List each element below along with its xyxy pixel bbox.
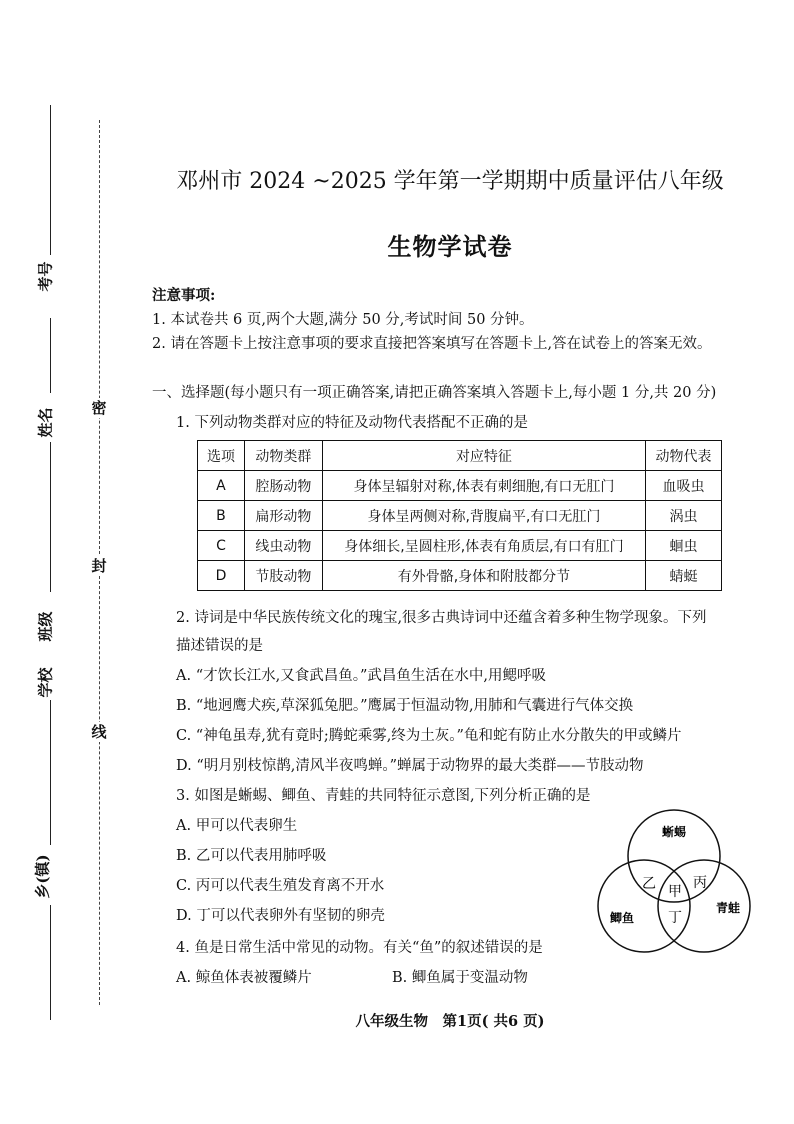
name-label: 姓名 — [36, 407, 55, 438]
table-row — [198, 561, 722, 591]
school-underline — [50, 700, 51, 845]
q3-option-a: A. 甲可以代表卵生 — [176, 818, 298, 834]
q2-option-d: D. “明月别枝惊鹊,清风半夜鸣蝉。”蝉属于动物界的最大类群——节肢动物 — [176, 758, 644, 774]
q2-stem-line2: 描述错误的是 — [176, 638, 263, 654]
table-cell: 扁形动物 — [244, 501, 322, 531]
venn-region-jia: 甲 — [668, 884, 682, 900]
table-header-cell: 动物类群 — [244, 441, 322, 471]
table-cell: 蛔虫 — [646, 531, 722, 561]
notice-item-2: 2. 请在答题卡上按注意事项的要求直接把答案填写在答题卡上,答在试卷上的答案无效。 — [152, 336, 712, 352]
notice-heading: 注意事项: — [152, 287, 216, 304]
q1-table — [197, 440, 722, 591]
name-underline-2 — [50, 442, 51, 592]
table-row — [198, 501, 722, 531]
q3-option-b: B. 乙可以代表用肺呼吸 — [176, 848, 327, 864]
section-heading: 一、选择题(每小题只有一项正确答案,请把正确答案填入答题卡上,每小题 1 分,共 20 分) — [152, 385, 717, 401]
table-header-cell: 对应特征 — [322, 441, 645, 471]
venn-region-bing: 丙 — [693, 875, 707, 891]
q4-option-a: A. 鲸鱼体表被覆鳞片 — [176, 970, 312, 986]
venn-label-lizard: 蜥蜴 — [661, 825, 687, 839]
table-header-cell: 动物代表 — [646, 441, 722, 471]
venn-label-frog: 青蛙 — [715, 901, 741, 915]
notice-item-1: 1. 本试卷共 6 页,两个大题,满分 50 分,考试时间 50 分钟。 — [152, 312, 534, 328]
q4-option-b: B. 鲫鱼属于变温动物 — [392, 970, 528, 986]
q3-stem: 3. 如图是蜥蜴、鲫鱼、青蛙的共同特征示意图,下列分析正确的是 — [176, 788, 591, 804]
table-cell: 身体呈辐射对称,体表有刺细胞,有口无肛门 — [322, 471, 645, 501]
table-row — [198, 531, 722, 561]
class-label: 班级 — [36, 611, 55, 642]
q4-stem: 4. 鱼是日常生活中常见的动物。有关“鱼”的叙述错误的是 — [176, 940, 543, 956]
table-cell: 涡虫 — [646, 501, 722, 531]
town-label: 乡(镇) — [33, 854, 52, 899]
seal-char-mi: 密 — [91, 399, 107, 417]
venn-diagram — [596, 808, 756, 958]
q3-option-d: D. 丁可以代表卵外有坚韧的卵壳 — [176, 908, 385, 924]
exam-subtitle: 生物学试卷 — [387, 232, 513, 261]
table-cell: 有外骨骼,身体和附肢都分节 — [322, 561, 645, 591]
q1-stem: 1. 下列动物类群对应的特征及动物代表搭配不正确的是 — [176, 415, 528, 431]
table-cell: 线虫动物 — [244, 531, 322, 561]
table-header-row — [198, 441, 722, 471]
table-cell: A — [198, 471, 245, 501]
venn-region-yi: 乙 — [642, 876, 656, 892]
venn-label-carp: 鲫鱼 — [609, 911, 635, 925]
town-underline — [50, 905, 51, 1020]
exam-title: 邓州市 2024 ~2025 学年第一学期期中质量评估八年级 — [176, 169, 724, 194]
name-underline — [50, 318, 51, 393]
table-cell: 腔肠动物 — [244, 471, 322, 501]
table-cell: 蜻蜓 — [646, 561, 722, 591]
q2-option-b: B. “地迥鹰犬疾,草深狐兔肥。”鹰属于恒温动物,用肺和气囊进行气体交换 — [176, 698, 634, 714]
table-cell: 节肢动物 — [244, 561, 322, 591]
page-footer: 八年级生物 第1页( 共6 页) — [355, 1013, 545, 1030]
q2-stem-line1: 2. 诗词是中华民族传统文化的瑰宝,很多古典诗词中还蕴含着多种生物学现象。下列 — [176, 610, 707, 626]
q2-option-a: A. “才饮长江水,又食武昌鱼。”武昌鱼生活在水中,用鳃呼吸 — [176, 668, 546, 684]
table-cell: 身体呈两侧对称,背腹扁平,有口无肛门 — [322, 501, 645, 531]
venn-region-ding: 丁 — [668, 910, 682, 926]
table-row — [198, 471, 722, 501]
school-label: 学校 — [36, 667, 55, 698]
exam-number-underline — [50, 105, 51, 255]
table-header-cell: 选项 — [198, 441, 245, 471]
table-cell: B — [198, 501, 245, 531]
table-cell: 身体细长,呈圆柱形,体表有角质层,有口有肛门 — [322, 531, 645, 561]
exam-number-label: 考号 — [36, 261, 55, 292]
table-cell: 血吸虫 — [646, 471, 722, 501]
q3-option-c: C. 丙可以代表生殖发育离不开水 — [176, 878, 385, 894]
seal-char-feng: 封 — [91, 557, 107, 575]
table-cell: D — [198, 561, 245, 591]
q2-option-c: C. “神龟虽寿,犹有竟时;腾蛇乘雾,终为土灰。”龟和蛇有防止水分散失的甲或鳞片 — [176, 728, 682, 744]
venn-circle-carp — [598, 860, 690, 952]
seal-char-xian: 线 — [91, 723, 107, 741]
table-cell: C — [198, 531, 245, 561]
